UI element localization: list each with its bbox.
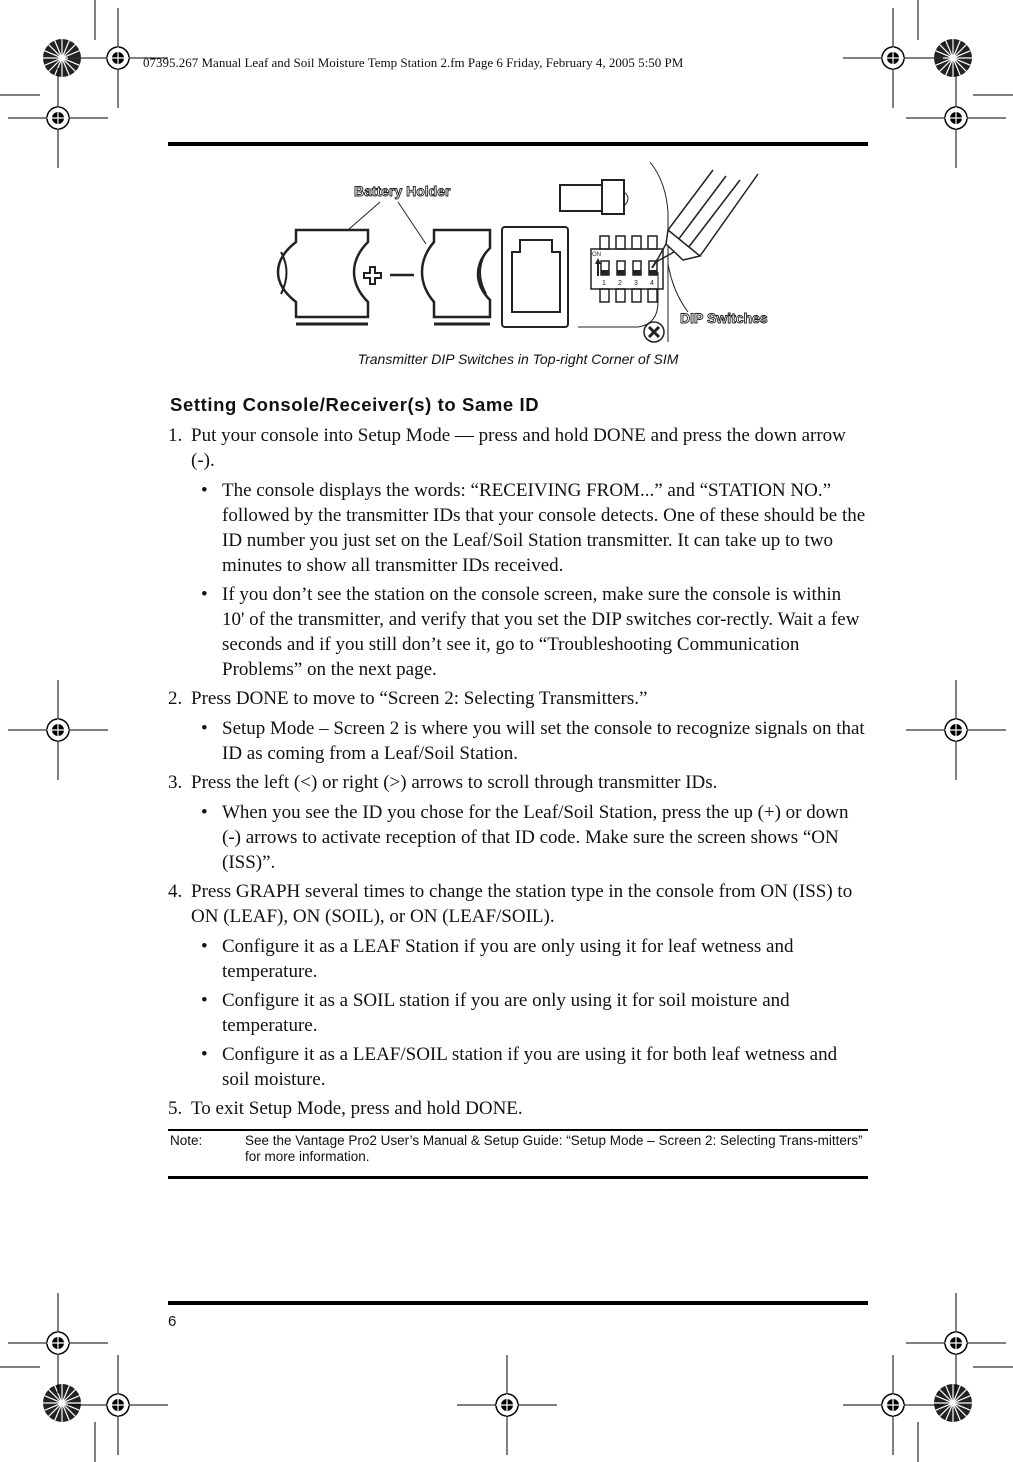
footer-rule (168, 1301, 868, 1305)
note-bottom-rule (168, 1176, 868, 1179)
dip-switch-number-4: 4 (650, 280, 654, 287)
connector (560, 180, 628, 214)
note (168, 1133, 868, 1165)
registration-crosshair-icon (843, 8, 943, 108)
step: 2. Press DONE to move to “Screen 2: Selecting Transmitters.” (168, 688, 648, 709)
registration-crosshair-icon (8, 68, 108, 168)
battery-holder-left (278, 230, 368, 324)
on-arrow-icon (595, 258, 601, 276)
registration-crosshair-icon (906, 1293, 1006, 1393)
plus-sign-icon (364, 267, 381, 284)
bullet-item: • The console displays the words: “RECEIVING FROM...” and “STATION NO.” followed by the transmitter IDs that your console detects. One of these should be the ID number you just set on the Leaf/Soil Station transmitter. It can take up to two minutes to show all transmitter IDs received. (201, 480, 866, 576)
section-heading: Setting Console/Receiver(s) to Same ID (170, 394, 540, 415)
bullet-item: • Setup Mode – Screen 2 is where you will set the console to recognize signals on that ID as coming from a Leaf/Soil Station. (201, 718, 865, 764)
dip-switch-block (591, 236, 663, 302)
registration-star-icon (934, 1384, 972, 1422)
step: 5. To exit Setup Mode, press and hold DONE. (168, 1098, 523, 1119)
registration-crosshair-icon (457, 1355, 557, 1455)
note-text: See the Vantage Pro2 User’s Manual & Setup Guide: “Setup Mode – Screen 2: Selecting Trans-mitters” for more information. (245, 1133, 863, 1164)
dip-on-label: ON (592, 252, 601, 258)
registration-crosshair-icon (8, 1293, 108, 1393)
bullet-item: • When you see the ID you chose for the Leaf/Soil Station, press the up (+) or down (-) arrows to activate reception of that ID code. Make sure the screen shows “ON (ISS)”. (201, 802, 849, 873)
bullet-item: • If you don’t see the station on the console screen, make sure the console is within 10' of the transmitter, and verify that you set the DIP switches cor-rectly. Wait a few seconds and if you still don’t see it, go to “Troubleshooting Communication Problems” on the next page. (201, 584, 860, 680)
dip-switch-number-2: 2 (618, 280, 622, 287)
step: 4. Press GRAPH several times to change the station type in the console from ON (ISS) to ON (LEAF), ON (SOIL), or ON (LEAF/SOIL). (168, 881, 853, 927)
instructions (168, 423, 868, 1126)
screw-icon (644, 322, 664, 342)
registration-crosshair-icon (8, 680, 108, 780)
registration-star-icon (43, 1384, 81, 1422)
modular-jack (502, 227, 568, 327)
dip-switch-number-1: 1 (602, 280, 606, 287)
registration-crosshair-icon (843, 1355, 943, 1455)
bullet-item: • Configure it as a LEAF/SOIL station if you are using it for both leaf wetness and soil moisture. (201, 1044, 838, 1090)
battery-holder-right (422, 230, 490, 324)
figure-caption: Transmitter DIP Switches in Top-right Corner of SIM (357, 351, 679, 367)
battery-holder-label: Battery Holder (354, 183, 451, 199)
note-label: Note: (170, 1133, 203, 1148)
bullet-item: • Configure it as a LEAF Station if you are only using it for leaf wetness and temperature. (201, 936, 794, 982)
note-top-rule (168, 1129, 868, 1131)
step: 1. Put your console into Setup Mode — press and hold DONE and press the down arrow (-). (168, 425, 846, 471)
top-rule (168, 142, 868, 146)
sim-dip-switch-figure (168, 152, 868, 347)
bullet-item: • Configure it as a SOIL station if you are only using it for soil moisture and temperature. (201, 990, 790, 1036)
dip-switch-number-3: 3 (634, 280, 638, 287)
registration-crosshair-icon (68, 1355, 168, 1455)
step: 3. Press the left (<) or right (>) arrows to scroll through transmitter IDs. (168, 772, 718, 793)
dip-switches-label: DIP Switches (680, 310, 768, 326)
page-number: 6 (168, 1313, 177, 1330)
registration-crosshair-icon (906, 680, 1006, 780)
registration-crosshair-icon (906, 68, 1006, 168)
file-slug-line: 07395.267 Manual Leaf and Soil Moisture Temp Station 2.fm Page 6 Friday, February 4, 2005 5:50 PM (143, 55, 684, 70)
